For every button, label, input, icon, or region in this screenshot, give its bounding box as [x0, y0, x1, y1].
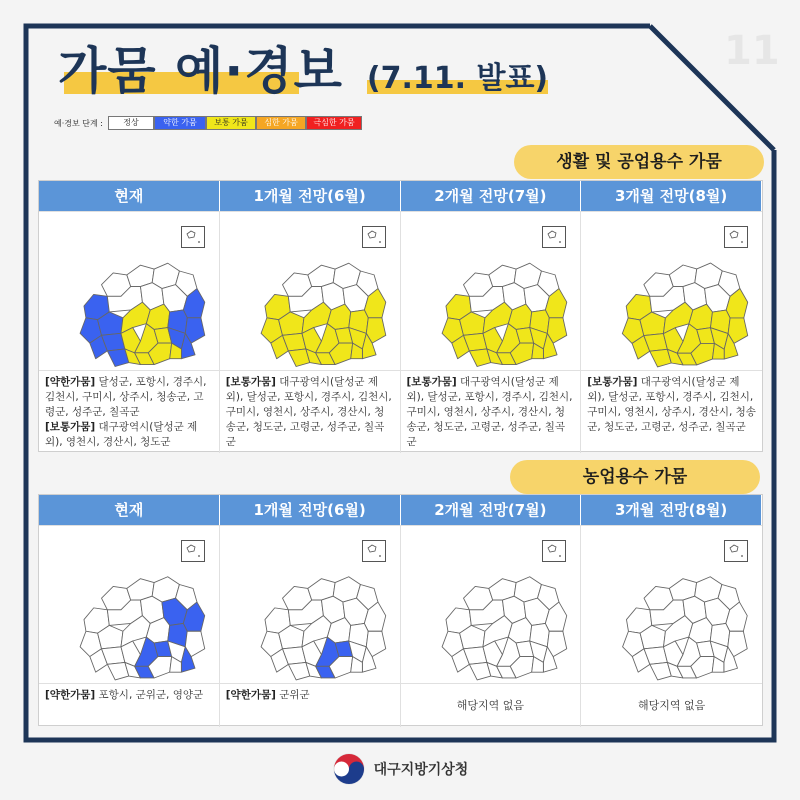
no-region-text: 해당지역 없음	[637, 699, 706, 712]
map-cell	[401, 525, 582, 683]
island-icon	[543, 227, 565, 247]
legend-weak: 약한 가뭄	[154, 116, 206, 130]
legend-severe: 심한 가뭄	[256, 116, 306, 130]
region-list: 대구광역시(달성군 제외), 달성군, 포항시, 경주시, 김천시, 구미시, 영천시, 상주시, 경산시, 청송군, 청도군, 고령군, 성주군, 칠곡군	[225, 376, 392, 448]
no-region-text: 해당지역 없음	[456, 699, 524, 712]
legend-normal: 정상	[108, 116, 154, 130]
region-list: 대구광역시(달성군 제외), 달성군, 포항시, 경주시, 김천시, 구미시, 영천시, 상주시, 경산시, 청송군, 청도군, 고령군, 성주군, 칠곡군	[587, 376, 756, 433]
col-header: 2개월 전망(7월)	[401, 181, 582, 211]
map-cell	[581, 525, 762, 683]
legend-extreme: 극심한 가뭄	[306, 116, 362, 130]
col-header: 1개월 전망(6월)	[220, 495, 401, 525]
region-list: 포항시, 군위군, 영양군	[95, 689, 204, 701]
map-cell	[39, 211, 220, 370]
drought-level-tag: [약한가뭄]	[225, 689, 276, 701]
island-icon	[363, 541, 385, 561]
region-text	[220, 370, 401, 453]
island-icon	[182, 227, 204, 247]
section-badge-agriculture: 농업용수 가뭄	[510, 460, 760, 494]
section-badge-living: 생활 및 공업용수 가뭄	[514, 145, 764, 179]
region-text	[401, 683, 582, 727]
col-header: 3개월 전망(8월)	[581, 181, 762, 211]
title-date-text: (7.11. 발표)	[366, 61, 549, 96]
island-icon	[725, 227, 747, 247]
map-cell	[39, 525, 220, 683]
col-header: 2개월 전망(7월)	[401, 495, 582, 525]
legend	[54, 116, 362, 130]
island-inset	[724, 226, 748, 248]
drought-level-tag: [보통가뭄]	[45, 421, 96, 433]
region-text	[581, 683, 762, 727]
island-inset	[362, 226, 386, 248]
map-cell	[220, 525, 401, 683]
map-cell	[581, 211, 762, 370]
page-number: 11	[724, 28, 780, 74]
page-title	[58, 42, 549, 100]
region-list: 대구광역시(달성군 제외), 달성군, 포항시, 경주시, 김천시, 구미시, 영천시, 상주시, 경산시, 청송군, 청도군, 고령군, 성주군, 칠곡군	[406, 376, 573, 448]
island-inset	[181, 226, 205, 248]
col-header: 1개월 전망(6월)	[220, 181, 401, 211]
island-inset	[724, 540, 748, 562]
region-list: 대구광역시(달성군 제외), 영천시, 경산시, 청도군	[45, 421, 198, 448]
drought-level-tag: [약한가뭄]	[45, 376, 96, 388]
title-main-text: 가뭄 예·경보	[58, 42, 343, 100]
island-icon	[182, 541, 204, 561]
region-text	[39, 683, 220, 727]
drought-level-tag: [보통가뭄]	[587, 376, 638, 388]
island-inset	[542, 226, 566, 248]
region-text	[581, 370, 762, 453]
col-header: 3개월 전망(8월)	[581, 495, 762, 525]
table-living-industrial	[38, 180, 763, 452]
region-list: 달성군, 포항시, 경주시, 김천시, 구미시, 상주시, 청송군, 고령군, 성주군, 칠곡군	[45, 376, 207, 418]
island-icon	[363, 227, 385, 247]
drought-level-tag: [약한가뭄]	[45, 689, 96, 701]
drought-level-tag: [보통가뭄]	[406, 376, 457, 388]
island-inset	[181, 540, 205, 562]
map-cell	[220, 211, 401, 370]
region-text	[401, 370, 582, 453]
region-list: 군위군	[275, 689, 310, 701]
island-icon	[543, 541, 565, 561]
island-inset	[362, 540, 386, 562]
footer-org: 대구지방기상청	[373, 762, 469, 778]
table-agricultural	[38, 494, 763, 726]
island-icon	[725, 541, 747, 561]
col-header: 현재	[39, 495, 220, 525]
title-date	[366, 61, 549, 96]
footer	[0, 752, 800, 786]
region-text	[220, 683, 401, 727]
kma-emblem-icon	[332, 752, 366, 786]
island-inset	[542, 540, 566, 562]
drought-level-tag: [보통가뭄]	[225, 376, 276, 388]
legend-moderate: 보통 가뭄	[206, 116, 256, 130]
map-cell	[401, 211, 582, 370]
legend-label: 예·경보 단계 :	[54, 118, 103, 128]
title-main	[58, 42, 343, 100]
region-text	[39, 370, 220, 453]
col-header: 현재	[39, 181, 220, 211]
